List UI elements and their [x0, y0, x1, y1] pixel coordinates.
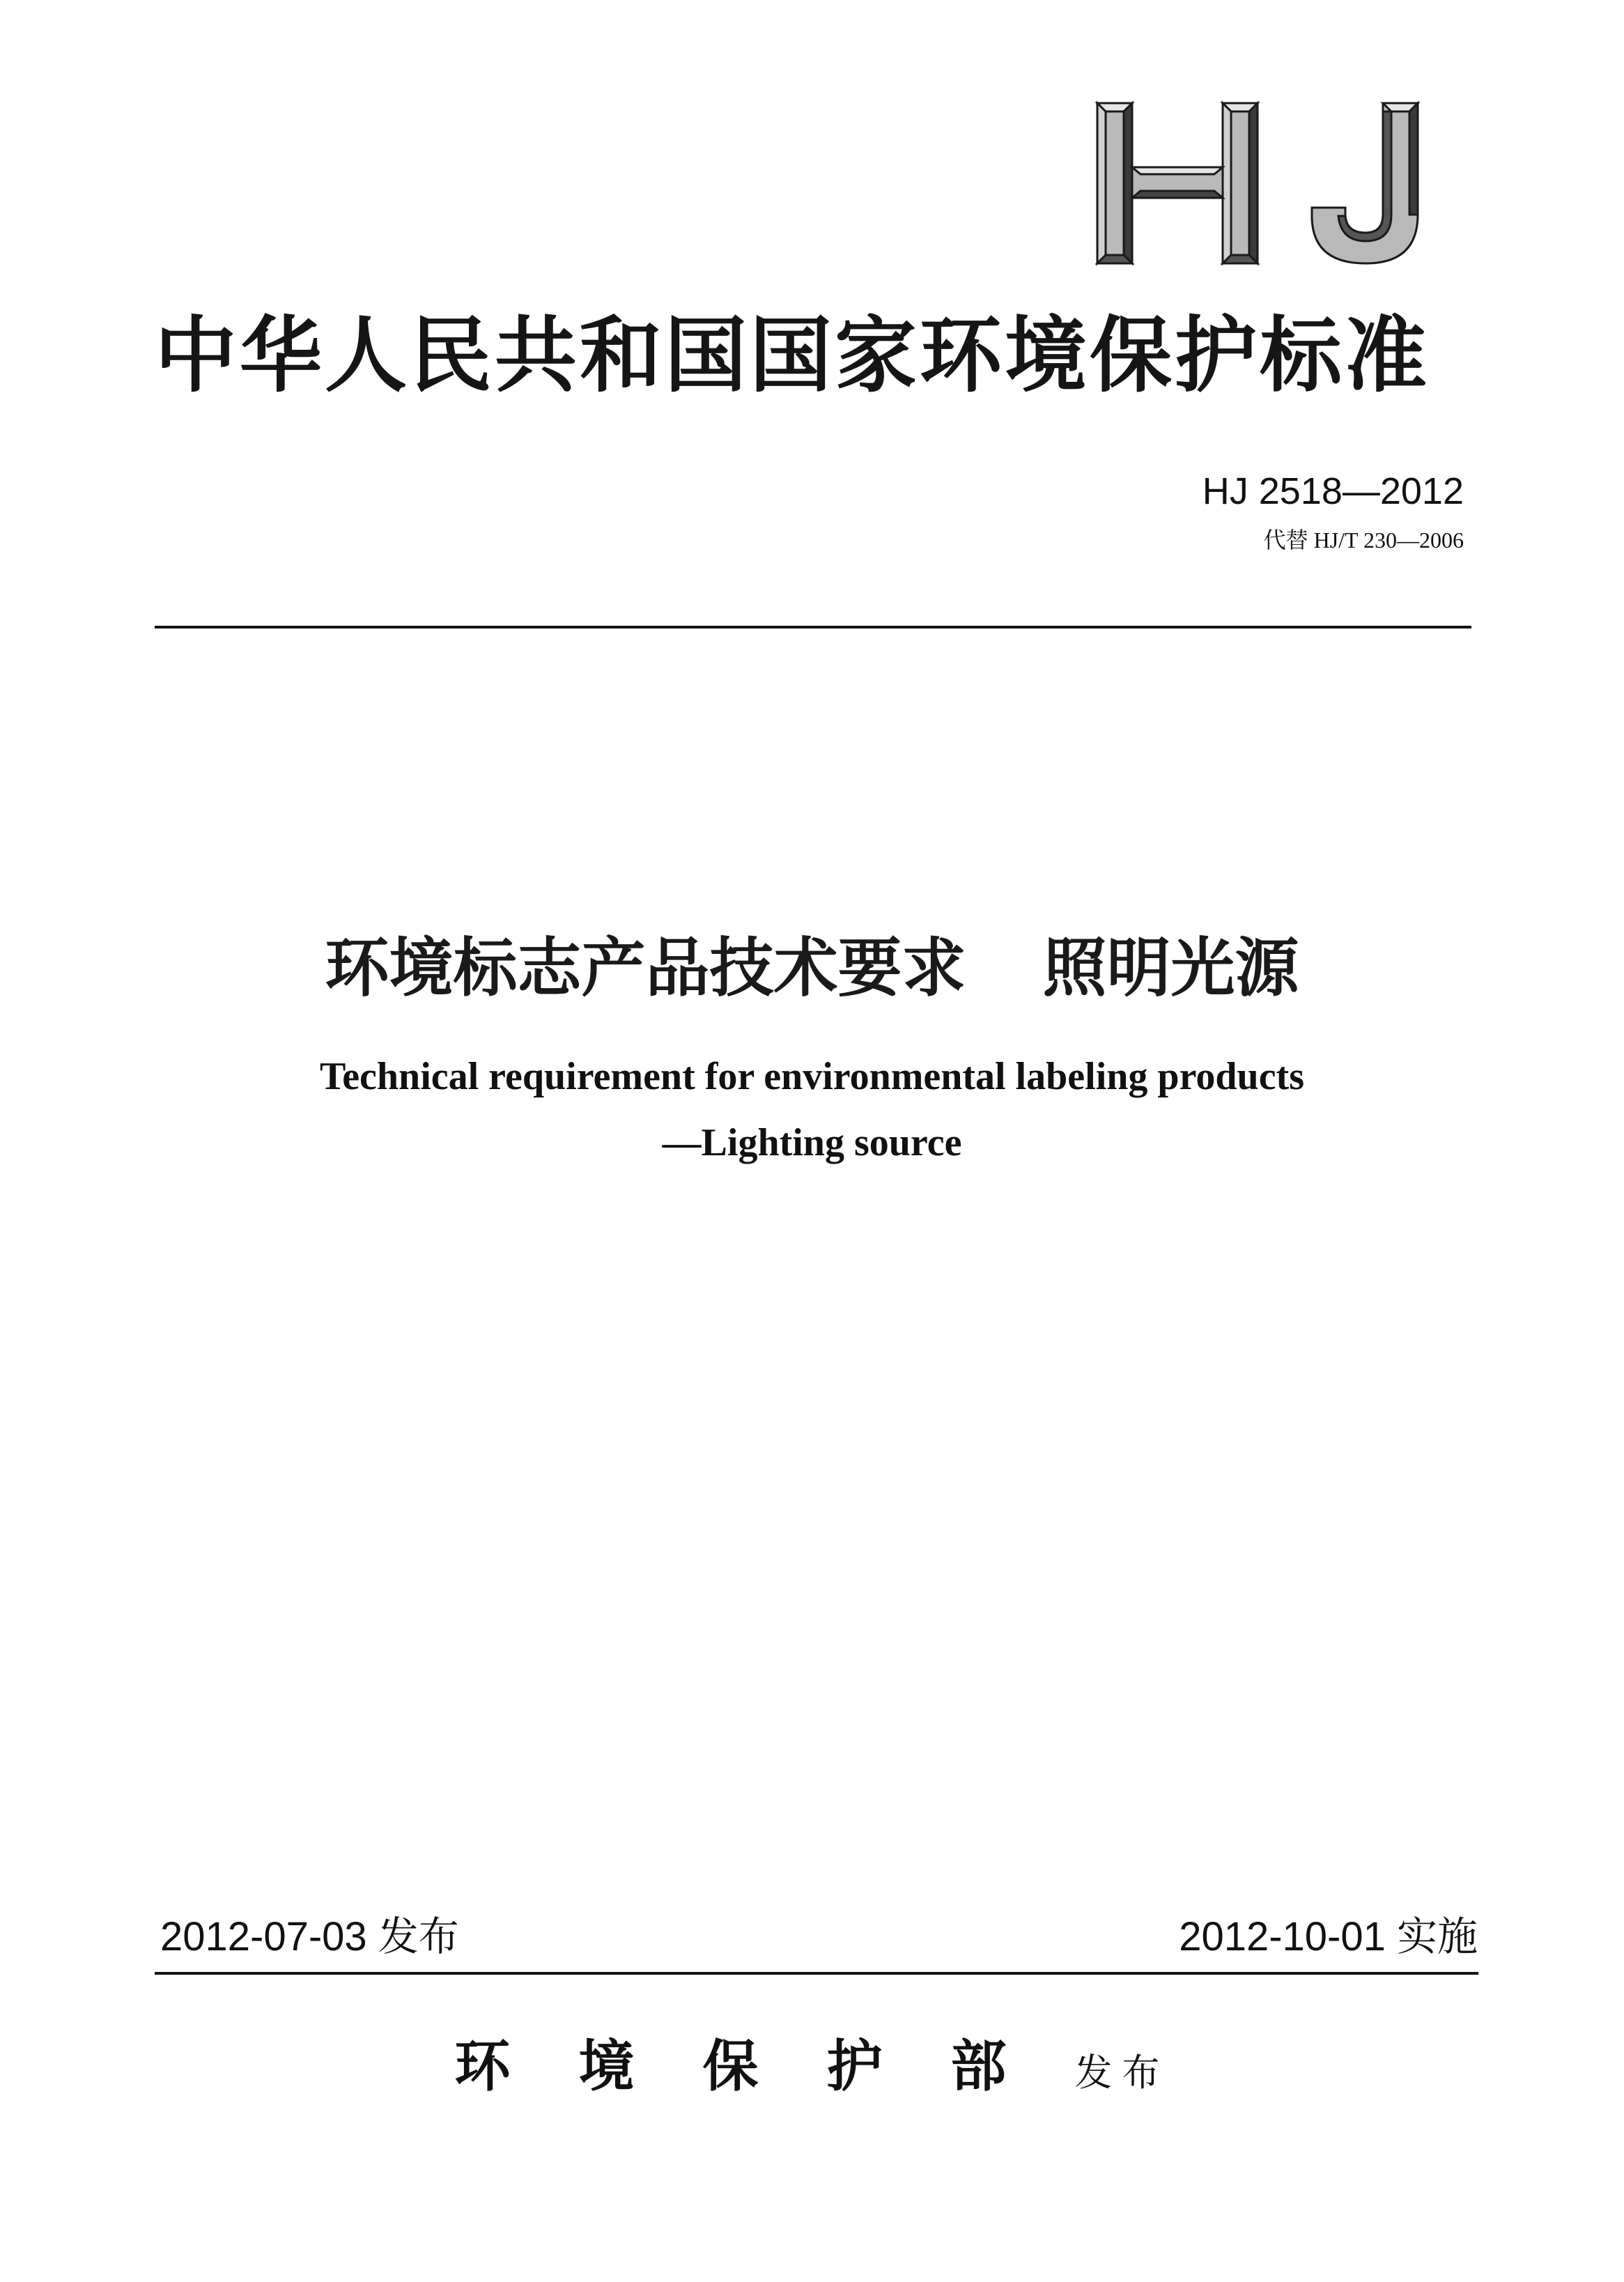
header-divider — [155, 626, 1471, 629]
english-title-line-2: —Lighting source — [662, 1121, 962, 1164]
issuer-suffix: 发布 — [1074, 2051, 1170, 2095]
issuer-name: 环境保护部 — [454, 2033, 1075, 2099]
chinese-title-main: 环境标志产品技术要求 — [325, 931, 966, 1005]
english-title-line-1: Technical requirement for environmental labeling products — [319, 1055, 1304, 1098]
replaces-standard: 代替 HJ/T 230—2006 — [1263, 527, 1464, 553]
chinese-title-sub: 照明光源 — [1042, 931, 1299, 1005]
hj-logo — [1090, 96, 1439, 270]
standard-category-title: 中华人民共和国国家环境保护标准 — [155, 307, 1430, 403]
publish-date: 2012-07-03 发布 — [160, 1914, 459, 1959]
standard-number: HJ 2518—2012 — [1202, 470, 1464, 512]
issuer-line — [0, 2028, 1624, 2121]
chinese-title — [0, 927, 1624, 1010]
footer-divider — [155, 1972, 1478, 1975]
effective-date: 2012-10-01 实施 — [1179, 1914, 1478, 1959]
